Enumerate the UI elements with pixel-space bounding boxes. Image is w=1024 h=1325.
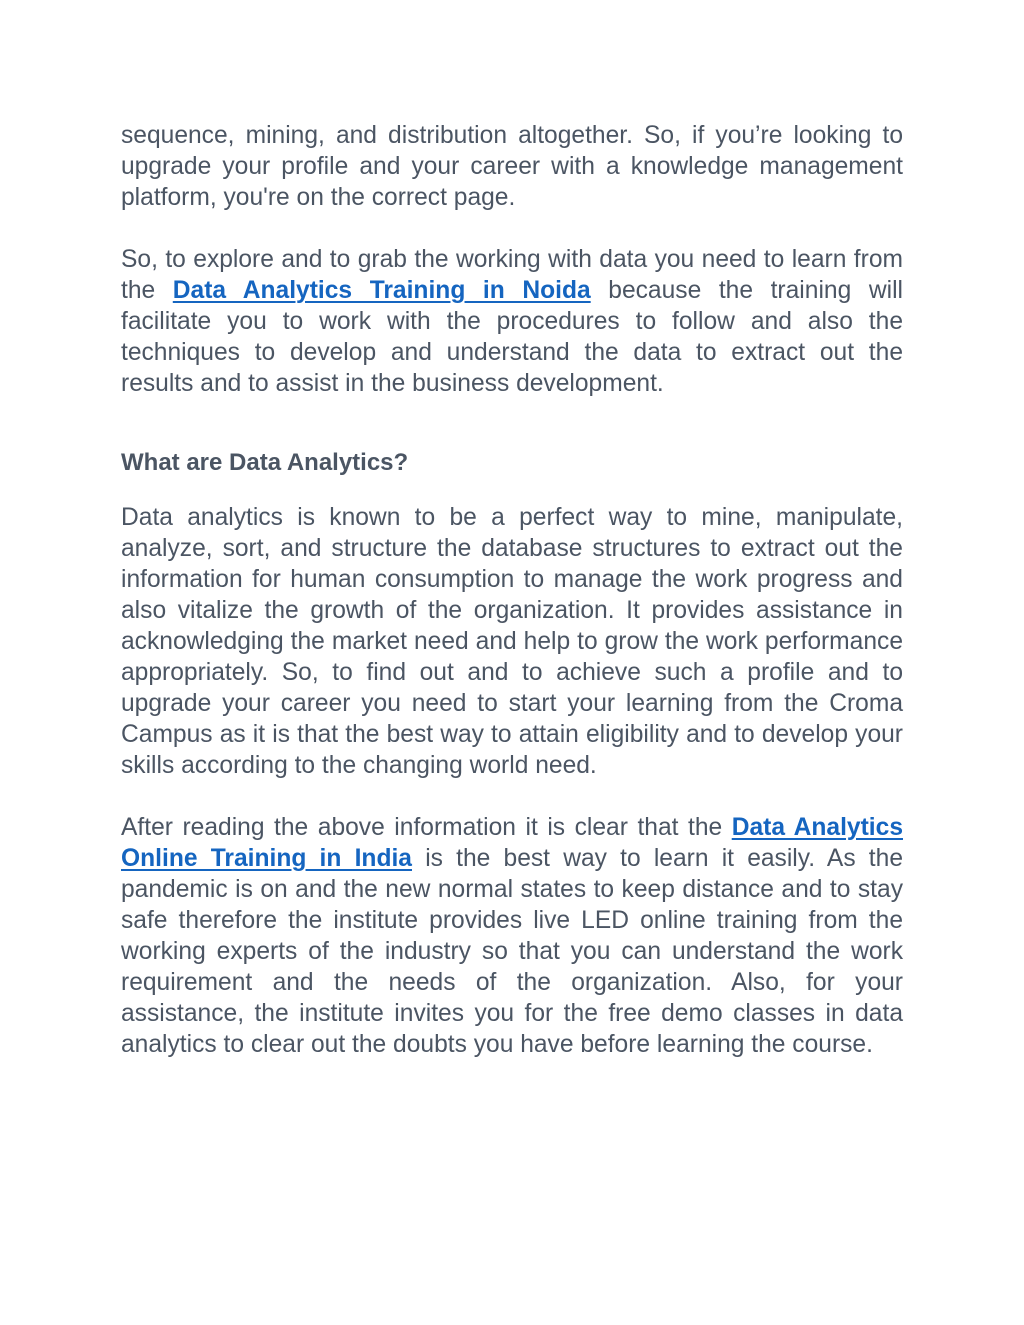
section-heading: What are Data Analytics? — [121, 449, 409, 476]
paragraph-text: because the training will facilitate you to work with the procedures to follow and also the techniques to develop and understand the data to extract out the results and to assist in the business development. — [121, 277, 903, 397]
paragraph-text: So, to explore and to grab the working with data you need to learn from the — [121, 246, 903, 304]
paragraph-online-training — [121, 812, 903, 1060]
paragraph-intro-continuation: sequence, mining, and distribution altogether. So, if you’re looking to upgrade your profile and your career with a knowledge management platform, you're on the correct page. — [121, 122, 903, 211]
document-page — [121, 120, 903, 1060]
data-analytics-online-training-india-link[interactable]: Data Analytics Online Training in India — [121, 814, 903, 872]
paragraph-text: After reading the above information it is clear that the — [121, 814, 732, 841]
data-analytics-training-noida-link[interactable]: Data Analytics Training in Noida — [172, 277, 591, 304]
paragraph-data-analytics-definition: Data analytics is known to be a perfect way to mine, manipulate, analyze, sort, and structure the database structures to extract out the information for human consumption to manage the work progress and also vitalize the growth of the organization. It provides assistance in acknowledging the market need and help to grow the work performance appropriately. So, to find out and to achieve such a profile and to upgrade your career you need to start your learning from the Croma Campus as it is that the best way to attain eligibility and to develop your skills according to the changing world need. — [121, 504, 903, 779]
paragraph-training-intro — [121, 244, 903, 399]
paragraph-text: is the best way to learn it easily. As the pandemic is on and the new normal states to keep distance and to stay safe therefore the institute provides live LED online training from the working experts of the industry so that you can understand the work requirement and the needs of the organization. Also, for your assistance, the institute invites you for the free demo classes in data analytics to clear out the doubts you have before learning the course. — [121, 845, 903, 1058]
